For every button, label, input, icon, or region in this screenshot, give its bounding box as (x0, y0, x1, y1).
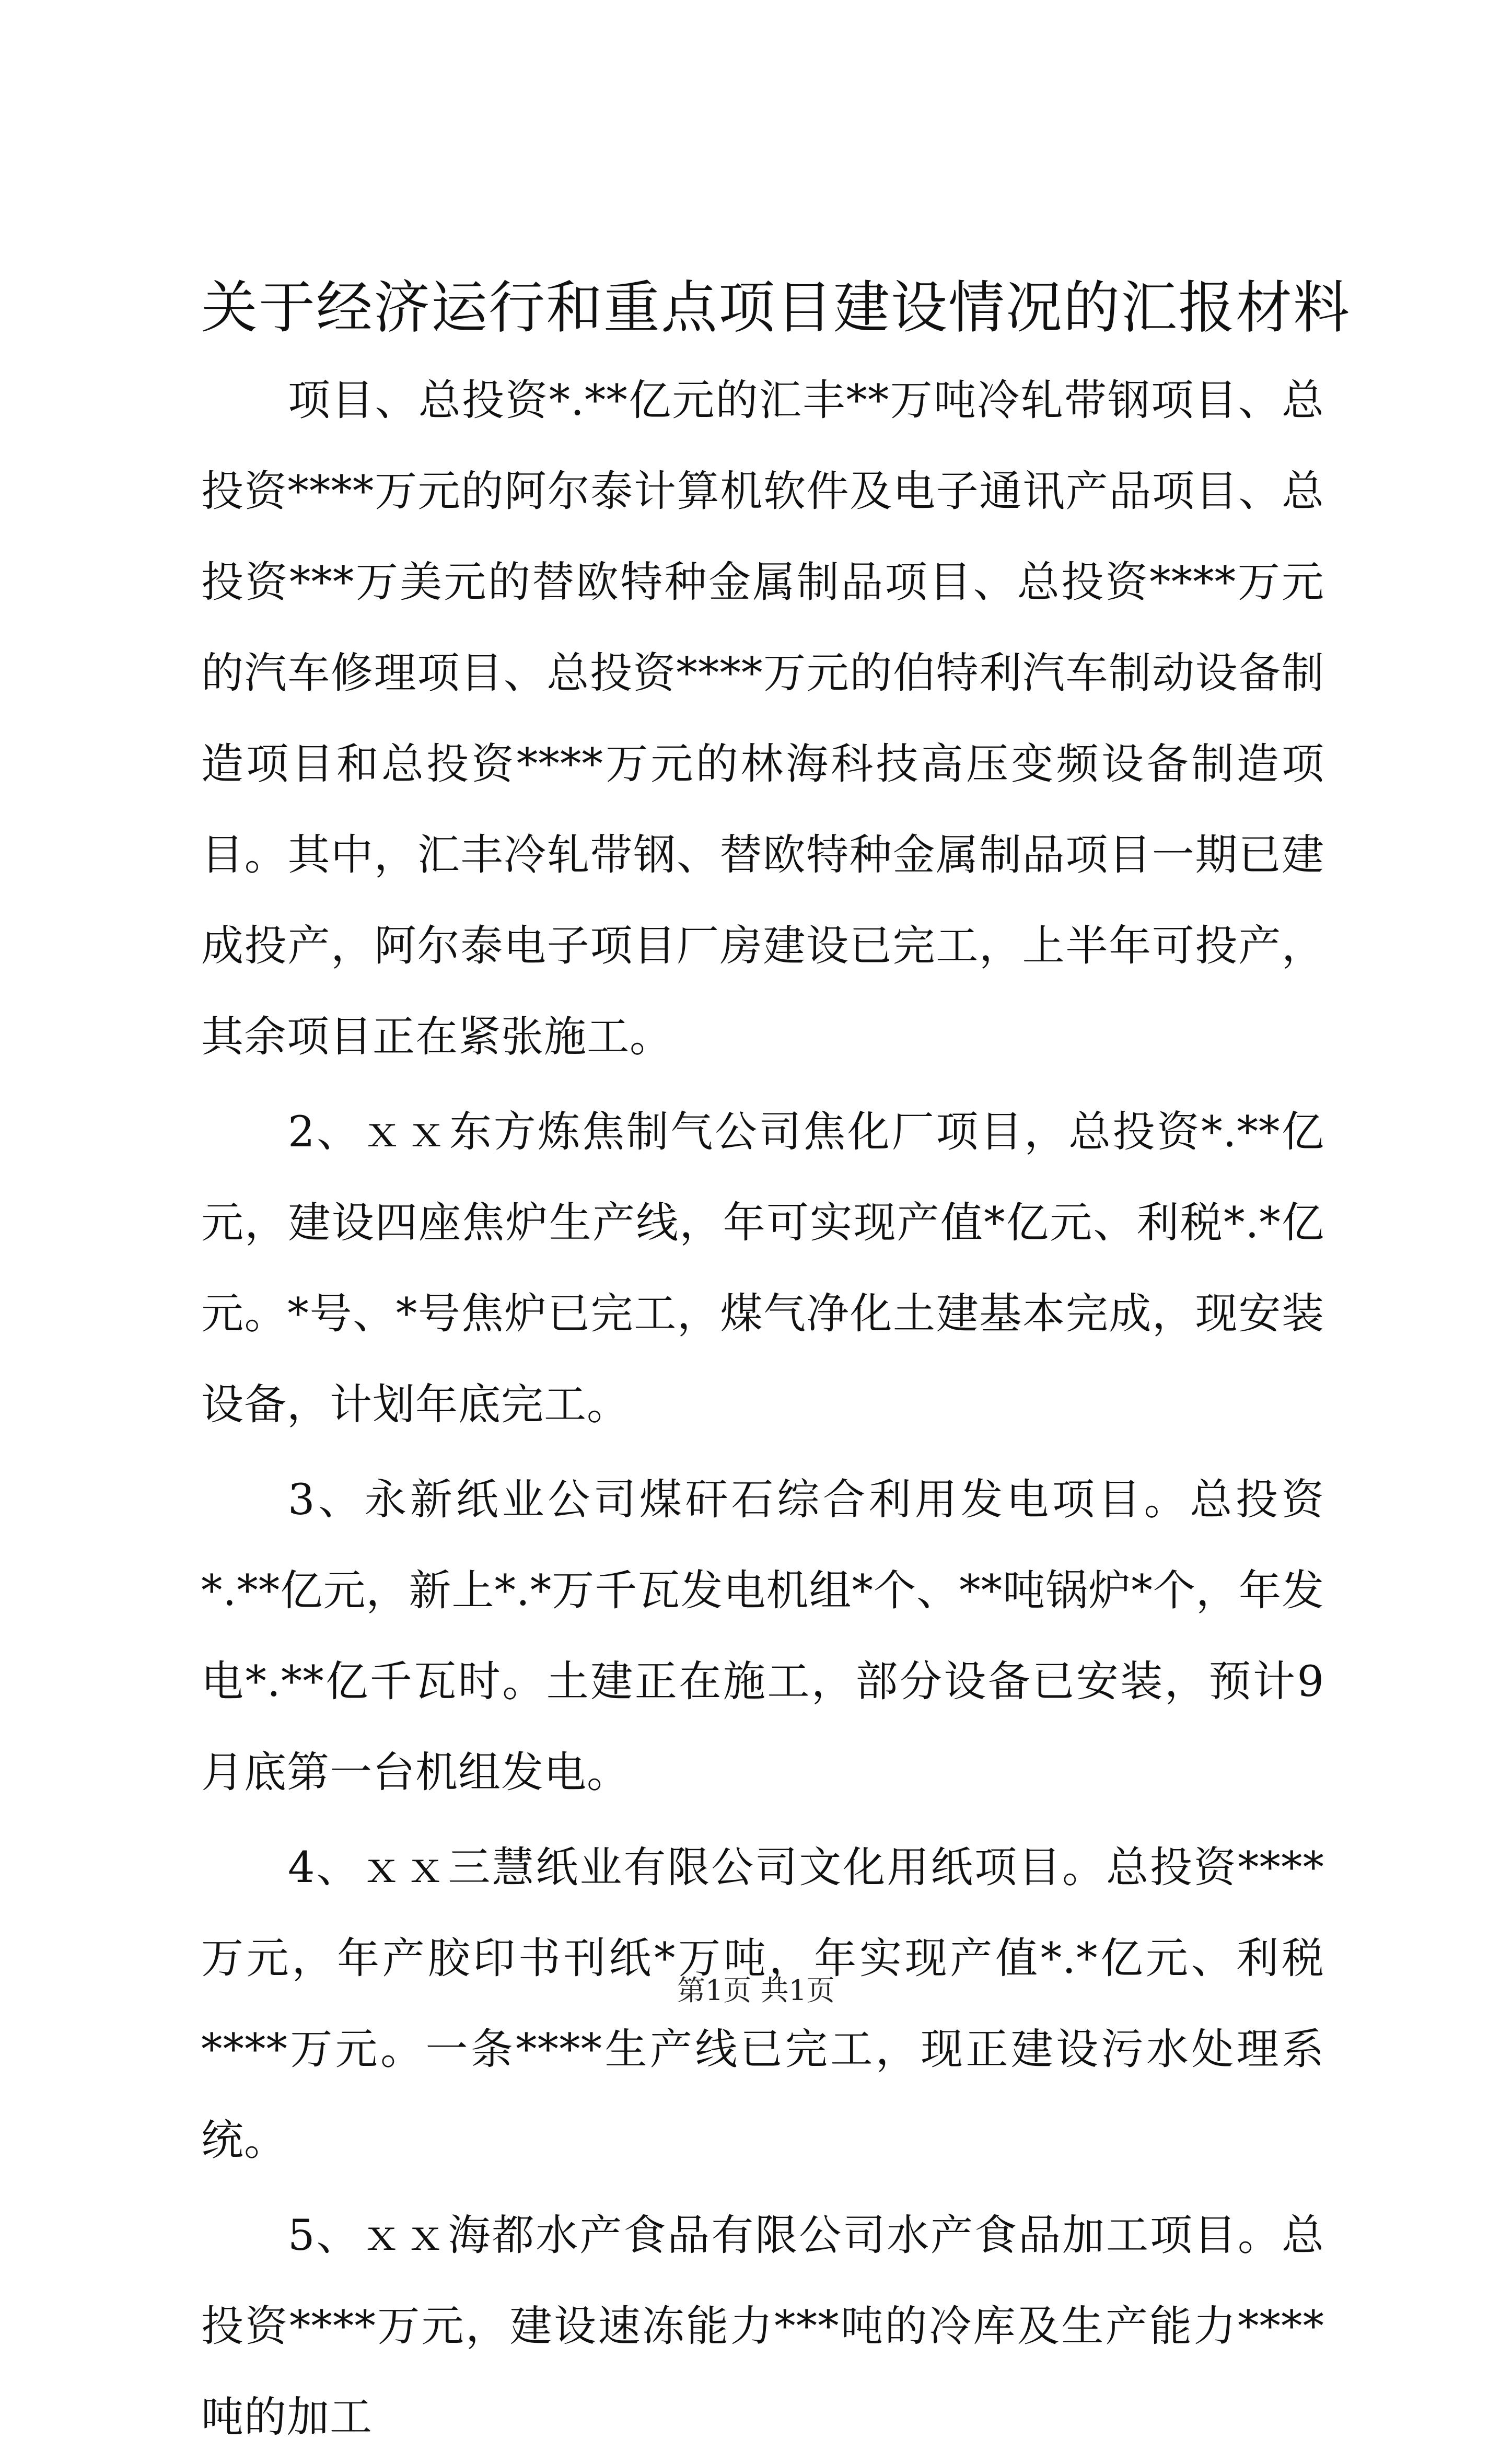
paragraph-coking-plant: 2、ｘｘ东方炼焦制气公司焦化厂项目，总投资*.**亿元，建设四座焦炉生产线，年可实现产值*亿元、利税*.*亿元。*号、*号焦炉已完工，煤气净化土建基本完成，现安装设备，计划年底完工。 (201, 1108, 1324, 1430)
paragraph-paper-project: 4、ｘｘ三慧纸业有限公司文化用纸项目。总投资****万元，年产胶印书刊纸*万吨，年实现产值*.*亿元、利税****万元。一条****生产线已完工，现正建设污水处理系统。 (201, 1843, 1324, 2165)
page-footer: 第1页 共1页 (677, 1974, 835, 2007)
document-body (201, 355, 1324, 2463)
paragraph-seafood-project: 5、ｘｘ海都水产食品有限公司水产食品加工项目。总投资****万元，建设速冻能力***吨的冷库及生产能力****吨的加工 (201, 2211, 1324, 2442)
paragraph-projects: 项目、总投资*.**亿元的汇丰**万吨冷轧带钢项目、总投资****万元的阿尔泰计算机软件及电子通讯产品项目、总投资***万美元的替欧特种金属制品项目、总投资****万元的汽车修理项目、总投资****万元的伯特利汽车制动设备制造项目和总投资****万元的林海科技高压变频设备制造项目。其中，汇丰冷轧带钢、替欧特种金属制品项目一期已建成投产，阿尔泰电子项目厂房建设已完工，上半年可投产，其余项目正在紧张施工。 (201, 376, 1324, 1062)
paragraph-power-project: 3、永新纸业公司煤矸石综合利用发电项目。总投资*.**亿元，新上*.*万千瓦发电机组*个、**吨锅炉*个，年发电*.**亿千瓦时。土建正在施工，部分设备已安装，预计9月底第一台机组发电。 (201, 1476, 1324, 1797)
document-title: 关于经济运行和重点项目建设情况的汇报材料 (201, 275, 1351, 341)
